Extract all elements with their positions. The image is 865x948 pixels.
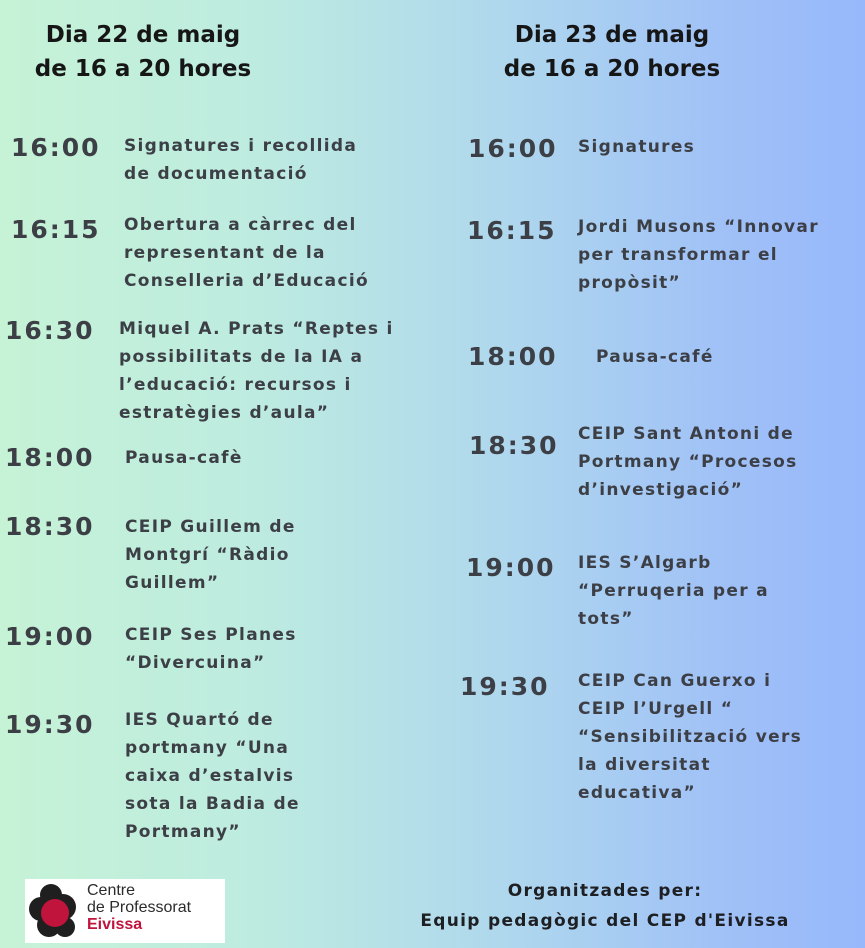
day1-title: Dia 22 de maig: [45, 22, 241, 48]
day1-desc-3: Miquel A. Prats “Reptes i possibilitats de la IA a l’educació: recursos i estratègies d’aula”: [119, 319, 394, 423]
day1-desc-1: Signatures i recollida de documentació: [124, 136, 358, 184]
logo-line-2: de Professorat: [87, 899, 192, 916]
day1-desc-5: CEIP Guillem de Montgrí “Ràdio Guillem”: [125, 517, 296, 593]
day2-time-6: 19:30: [460, 672, 550, 701]
day1-desc-7: IES Quartó de portmany “Una caixa d’estalvis sota la Badia de Portmany”: [125, 710, 300, 842]
logo-line-3: Eivissa: [87, 916, 143, 933]
day1-time-4: 18:00: [5, 443, 95, 472]
day1-desc-6: CEIP Ses Planes “Divercuina”: [125, 625, 297, 673]
organizer-label: Organitzades per:: [507, 881, 703, 901]
day2-desc-1: Signatures: [578, 137, 696, 157]
logo-line-1: Centre: [87, 882, 136, 899]
day1-time-1: 16:00: [11, 133, 101, 162]
cep-logo-mark-icon: [27, 881, 87, 941]
day2-header: [482, 18, 742, 86]
day2-hours: de 16 a 20 hores: [503, 56, 721, 82]
day2-title: Dia 23 de maig: [514, 22, 710, 48]
day2-desc-2: Jordi Musons “Innovar per transformar el propòsit”: [578, 217, 819, 293]
day1-time-3: 16:30: [5, 316, 95, 345]
day2-time-4: 18:30: [469, 431, 559, 460]
organizer-name: Equip pedagògic del CEP d'Eivissa: [420, 911, 790, 931]
day2-time-2: 16:15: [467, 216, 557, 245]
day2-time-5: 19:00: [466, 553, 556, 582]
cep-logo-text: [87, 882, 191, 933]
day2-time-3: 18:00: [468, 342, 558, 371]
day1-header: [14, 18, 272, 86]
day1-time-5: 18:30: [5, 512, 95, 541]
day1-time-7: 19:30: [5, 710, 95, 739]
day2-desc-5: IES S’Algarb “Perruqeria per a tots”: [578, 553, 769, 629]
day2-desc-4: CEIP Sant Antoni de Portmany “Procesos d’investigació”: [578, 424, 798, 500]
day2-desc-6: CEIP Can Guerxo i CEIP l’Urgell “ “Sensibilització vers la diversitat educativa”: [578, 671, 803, 803]
cep-logo: [25, 879, 225, 943]
day2-time-1: 16:00: [468, 134, 558, 163]
day1-time-2: 16:15: [11, 215, 101, 244]
day1-desc-2: Obertura a càrrec del representant de la Conselleria d’Educació: [124, 215, 369, 291]
day1-hours: de 16 a 20 hores: [34, 56, 252, 82]
organizer-block: [385, 876, 825, 936]
day2-desc-3: Pausa-café: [596, 347, 714, 367]
day1-desc-4: Pausa-cafè: [125, 448, 243, 468]
day1-time-6: 19:00: [5, 622, 95, 651]
